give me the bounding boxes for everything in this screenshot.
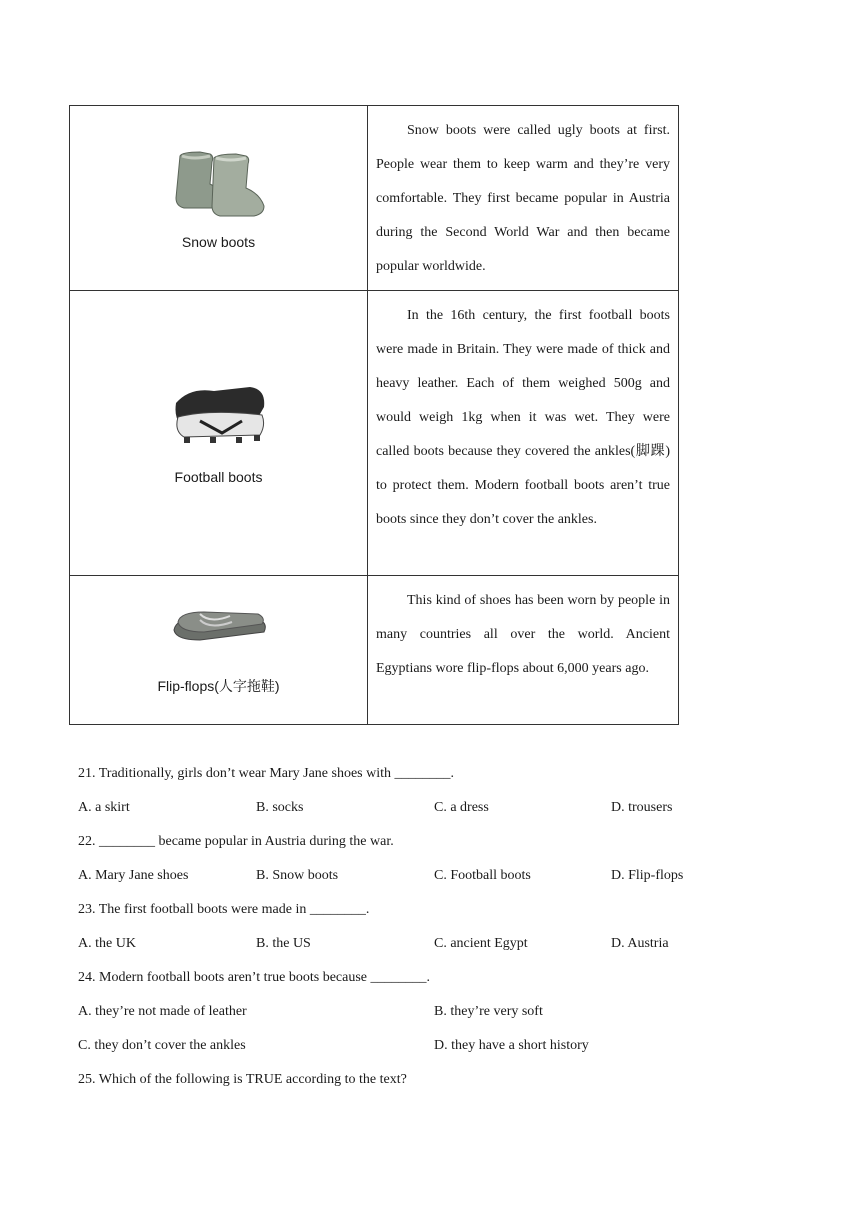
football-boots-description: In the 16th century, the first football boots were made in Britain. They were made of thick and heavy leather. Each of them weighed 500g and would weigh 1kg when it was wet. They were called boots because they covered the ankles(脚踝) to protect them. Modern football boots aren’t true boots since they don’t cover the ankles.	[376, 308, 670, 527]
image-cell	[70, 576, 368, 725]
questions-section	[78, 757, 778, 1097]
options-row	[78, 1029, 778, 1063]
option-b: B. Snow boots	[256, 868, 339, 883]
question-stem: 25. Which of the following is TRUE according to the text?	[78, 1072, 407, 1087]
flip-flops-description: This kind of shoes has been worn by people in many countries all over the world. Ancient Egyptians wore flip-flops about 6,000 years ago.	[376, 593, 670, 676]
table-row-football-boots	[70, 291, 679, 576]
snow-boots-description: Snow boots were called ugly boots at first. People wear them to keep warm and they’re very comfortable. They first became popular in Austria during the Second World War and then became popular worldwide.	[376, 123, 670, 274]
caption-snow-boots: Snow boots	[181, 234, 256, 250]
table-row-snow-boots	[70, 106, 679, 291]
option-a: A. the UK	[78, 936, 136, 951]
options-row	[78, 995, 778, 1029]
football-boots-image	[170, 381, 270, 451]
option-d: D. they have a short history	[434, 1038, 589, 1053]
option-d: D. Austria	[611, 936, 669, 951]
text-cell	[368, 291, 679, 576]
snow-boots-image	[170, 148, 270, 220]
flip-flops-image	[170, 606, 270, 646]
question-stem: 23. The first football boots were made in ________.	[78, 902, 370, 917]
text-cell	[368, 106, 679, 291]
option-a: A. Mary Jane shoes	[78, 868, 189, 883]
option-b: B. they’re very soft	[434, 1004, 543, 1019]
option-a: A. a skirt	[78, 800, 130, 815]
caption-football-boots: Football boots	[174, 469, 263, 485]
text-cell	[368, 576, 679, 725]
option-c: C. a dress	[434, 800, 489, 815]
option-b: B. the US	[256, 936, 311, 951]
question-stem: 24. Modern football boots aren’t true boots because ________.	[78, 970, 431, 985]
shoes-table	[69, 105, 679, 725]
question-stem: 22. ________ became popular in Austria during the war.	[78, 834, 394, 849]
table-row-flip-flops	[70, 576, 679, 725]
option-c: C. Football boots	[434, 868, 531, 883]
image-cell	[70, 291, 368, 576]
option-d: D. Flip-flops	[611, 868, 684, 883]
caption-flip-flops: Flip-flops(人字拖鞋)	[157, 678, 280, 694]
option-c: C. they don’t cover the ankles	[78, 1038, 246, 1053]
option-a: A. they’re not made of leather	[78, 1004, 247, 1019]
option-b: B. socks	[256, 800, 304, 815]
options-row	[78, 791, 778, 825]
options-row	[78, 927, 778, 961]
option-d: D. trousers	[611, 800, 673, 815]
options-row	[78, 859, 778, 893]
option-c: C. ancient Egypt	[434, 936, 528, 951]
image-cell	[70, 106, 368, 291]
question-stem: 21. Traditionally, girls don’t wear Mary Jane shoes with ________.	[78, 766, 455, 781]
